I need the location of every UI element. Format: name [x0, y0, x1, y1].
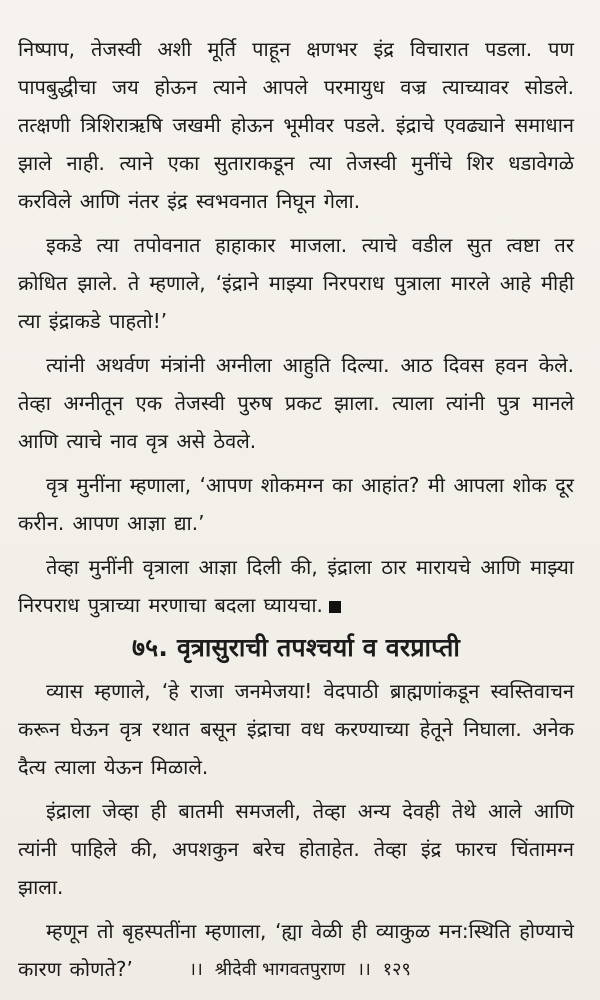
paragraph-8: म्हणून तो बृहस्पतींना म्हणाला, ‘ह्या वेळी ही व्याकुळ मन:स्थिति होण्याचे कारण कोणते?’	[18, 919, 574, 981]
page-number: १२९	[382, 959, 411, 980]
page-footer	[0, 958, 600, 982]
paragraph-1: निष्पाप, तेजस्वी अशी मूर्ति पाहून क्षणभर इंद्र विचारात पडला. पण पापबुद्धीचा जय होऊन त्याने आपले परमायुध वज्र त्याच्यावर सोडले. तत्क्षणी त्रिशिराऋषि जखमी होऊन भूमीवर पडले. इंद्राचे एवढ्याने समाधान झाले नाही. त्याने एका सुताराकडून त्या तेजस्वी मुनींचे शिर धडावेगळे करविले आणि नंतर इंद्र स्वभवनात निघून गेला.	[18, 37, 574, 213]
paragraph-2: इकडे त्या तपोवनात हाहाकार माजला. त्याचे वडील सुत त्वष्टा तर क्रोधित झाले. ते म्हणाले, ‘इंद्राने माझ्या निरपराध पुत्राला मारले आहे मीही त्या इंद्राकडे पाहतो!’	[18, 233, 574, 333]
paragraph-5-text: तेव्हा मुनींनी वृत्राला आज्ञा दिली की, इंद्राला ठार मारायचे आणि माझ्या निरपराध पुत्राच्या मरणाचा बदला घ्यायचा.	[18, 555, 574, 617]
chapter-heading: ७५. वृत्रासुराची तपश्चर्या व वरप्राप्ती	[131, 633, 461, 662]
footer-right-marker: ।।	[357, 959, 371, 980]
paragraph-5	[18, 548, 574, 624]
paragraph-6: व्यास म्हणाले, ‘हे राजा जनमेजया! वेदपाठी ब्राह्मणांकडून स्वस्तिवाचन करून घेऊन वृत्र रथात बसून इंद्राचा वध करण्याच्या हेतूने निघाला. अनेक दैत्य त्याला येऊन मिळाले.	[18, 679, 574, 779]
footer-title: श्रीदेवी भागवतपुराण	[214, 959, 346, 980]
footer-left-marker: ।।	[189, 959, 203, 980]
paragraph-3: त्यांनी अथर्वण मंत्रांनी अग्नीला आहुति दिल्या. आठ दिवस हवन केले. तेव्हा अग्नीतून एक तेजस्वी पुरुष प्रकट झाला. त्याला त्यांनी पुत्र मानले आणि त्याचे नाव वृत्र असे ठेवले.	[18, 353, 574, 453]
paragraph-4: वृत्र मुनींना म्हणाला, ‘आपण शोकमग्न का आहांत? मी आपला शोक दूर करीन. आपण आज्ञा द्या.’	[18, 473, 574, 535]
section-end-mark	[329, 601, 341, 613]
paragraph-7: इंद्राला जेव्हा ही बातमी समजली, तेव्हा अन्य देवही तेथे आले आणि त्यांनी पाहिले की, अपशकुन बरेच होताहेत. तेव्हा इंद्र फारच चिंतामग्न झाला.	[18, 799, 574, 899]
